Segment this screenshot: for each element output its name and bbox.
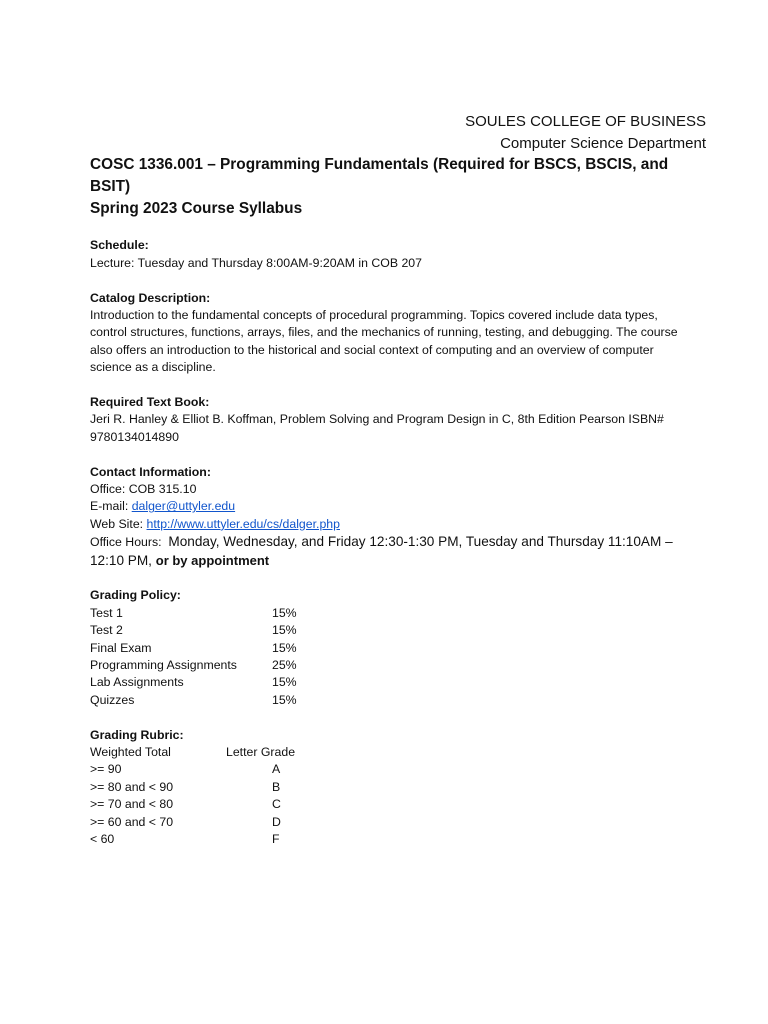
rubric-col-grade: Letter Grade bbox=[226, 745, 296, 759]
rubric-col-total: Weighted Total bbox=[90, 745, 171, 759]
rubric-grade: D bbox=[272, 814, 281, 829]
policy-item-name: Quizzes bbox=[90, 692, 135, 707]
policy-row bbox=[90, 640, 690, 657]
contact-email-row bbox=[90, 498, 690, 515]
schedule-lecture: Lecture: Tuesday and Thursday 8:00AM-9:20AM in COB 207 bbox=[90, 255, 422, 270]
policy-row bbox=[90, 657, 690, 674]
rubric-range: >= 60 and < 70 bbox=[90, 814, 174, 829]
textbook-heading: Required Text Book: bbox=[90, 395, 210, 410]
rubric-range: >= 80 and < 90 bbox=[90, 779, 174, 794]
email-label: E-mail: bbox=[90, 499, 132, 514]
course-title: COSC 1336.001 – Programming Fundamentals (Required for BSCS, BSCIS, and BSIT) bbox=[90, 156, 669, 195]
rubric-row bbox=[90, 796, 690, 813]
schedule-heading: Schedule: bbox=[90, 238, 149, 253]
policy-item-pct: 15% bbox=[272, 640, 297, 655]
textbook-text: Jeri R. Hanley & Elliot B. Koffman, Problem Solving and Program Design in C, 8th Edition Pearson ISBN# 9780134014890 bbox=[90, 412, 664, 444]
policy-row bbox=[90, 605, 690, 622]
office-hours-label: Office Hours: bbox=[90, 535, 162, 550]
policy-item-name: Final Exam bbox=[90, 640, 152, 655]
web-label: Web Site: bbox=[90, 516, 147, 531]
policy-item-pct: 25% bbox=[272, 658, 297, 673]
email-link[interactable]: dalger@uttyler.edu bbox=[131, 499, 236, 514]
policy-row bbox=[90, 622, 690, 639]
grading-policy-table bbox=[90, 605, 690, 709]
rubric-range: >= 70 and < 80 bbox=[90, 797, 174, 812]
rubric-row bbox=[90, 831, 690, 848]
rubric-row bbox=[90, 761, 690, 778]
policy-row bbox=[90, 692, 690, 709]
policy-item-name: Programming Assignments bbox=[90, 658, 237, 673]
institution-header bbox=[465, 111, 706, 155]
policy-row bbox=[90, 674, 690, 691]
office-hours bbox=[90, 533, 690, 570]
catalog-heading: Catalog Description: bbox=[90, 290, 211, 305]
grading-rubric-table bbox=[90, 744, 690, 848]
website-link[interactable]: http://www.uttyler.edu/cs/dalger.php bbox=[146, 516, 340, 531]
rubric-row bbox=[90, 814, 690, 831]
policy-item-name: Lab Assignments bbox=[90, 675, 184, 690]
college-name: SOULES COLLEGE OF BUSINESS bbox=[465, 113, 706, 130]
policy-item-pct: 15% bbox=[272, 692, 297, 707]
contact-office: Office: COB 315.10 bbox=[90, 482, 197, 497]
catalog-description: Introduction to the fundamental concepts of procedural programming. Topics covered include data types, control structures, functions, arrays, files, and the mechanics of running, testing, and debugging. The course also offers an introduction to the historical and social context of computing and an overview of computer science as a discipline. bbox=[90, 308, 678, 375]
rubric-range: >= 90 bbox=[90, 762, 122, 777]
rubric-grade: F bbox=[272, 831, 280, 846]
rubric-header-row bbox=[90, 744, 690, 761]
rubric-grade: C bbox=[272, 797, 281, 812]
office-hours-text: Monday, Wednesday, and Friday 12:30-1:30 PM, Tuesday and Thursday 11:10AM – 12:10 PM, bbox=[90, 534, 673, 568]
policy-item-pct: 15% bbox=[272, 623, 297, 638]
rubric-grade: A bbox=[272, 762, 281, 777]
policy-item-pct: 15% bbox=[272, 675, 297, 690]
contact-web-row bbox=[90, 516, 690, 533]
policy-item-name: Test 1 bbox=[90, 605, 123, 620]
grading-policy-heading: Grading Policy: bbox=[90, 588, 181, 603]
syllabus-content bbox=[90, 154, 690, 848]
grading-rubric-heading: Grading Rubric: bbox=[90, 727, 184, 742]
course-term: Spring 2023 Course Syllabus bbox=[90, 200, 303, 217]
contact-heading: Contact Information: bbox=[90, 464, 211, 479]
department-name: Computer Science Department bbox=[500, 135, 706, 152]
policy-item-name: Test 2 bbox=[90, 623, 123, 638]
office-hours-appointment: or by appointment bbox=[155, 552, 270, 568]
rubric-range: < 60 bbox=[90, 831, 115, 846]
policy-item-pct: 15% bbox=[272, 605, 297, 620]
rubric-row bbox=[90, 779, 690, 796]
rubric-grade: B bbox=[272, 779, 281, 794]
